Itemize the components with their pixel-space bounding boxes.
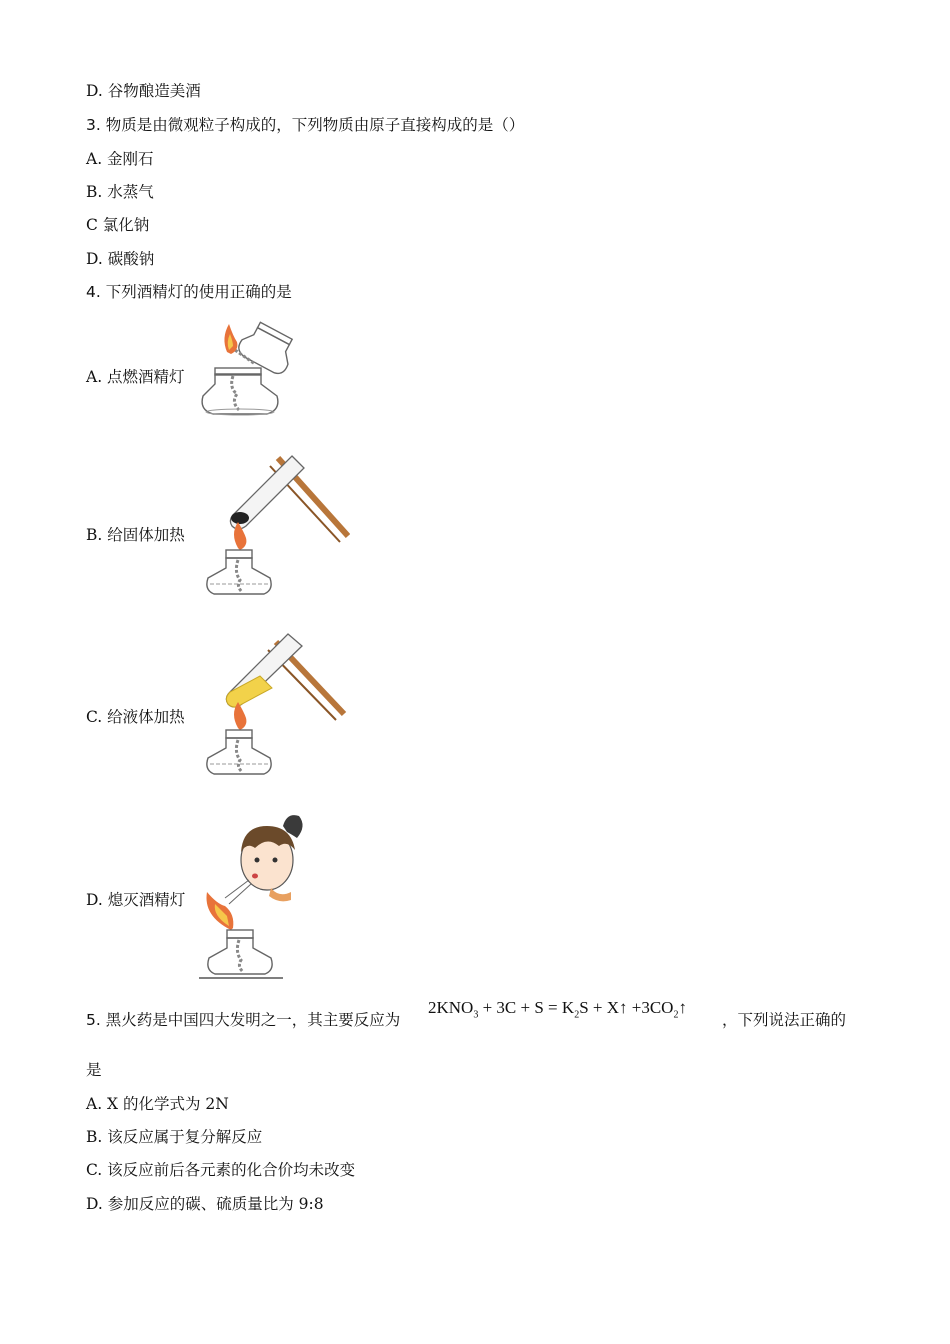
q4-stem: 4. 下列酒精灯的使用正确的是 (86, 283, 292, 301)
q3-option-d: D. 碳酸钠 (86, 250, 155, 268)
q5-stem-continued: ，下列说法正确的 (722, 1011, 847, 1029)
q3-option-b: B. 水蒸气 (86, 183, 154, 201)
q4-option-c: C. 给液体加热 (86, 708, 185, 726)
q3-option-c: C 氯化钠 (86, 216, 150, 234)
q5-stem-start: 5. 黑火药是中国四大发明之一，其主要反应为 (86, 1011, 401, 1029)
q4-option-b: B. 给固体加热 (86, 526, 185, 544)
heating-solid-illustration (200, 450, 350, 600)
q5-option-b: B. 该反应属于复分解反应 (86, 1128, 263, 1146)
q5-chemical-equation: $2KNO_3 + 3C + S = K_2S$ + X↑ $+3CO_2↑$ (428, 998, 687, 1021)
q5-stem-end: 是 (86, 1061, 102, 1079)
lighting-lamp-with-lamp-illustration (195, 312, 300, 422)
heating-liquid-illustration (198, 628, 348, 778)
q3-option-a: A. 金刚石 (86, 150, 154, 168)
q4-option-d: D. 熄灭酒精灯 (86, 891, 186, 909)
q5-option-c: C. 该反应前后各元素的化合价均未改变 (86, 1161, 356, 1179)
q2-option-d: D. 谷物酿造美酒 (86, 82, 201, 100)
q4-option-a: A. 点燃酒精灯 (86, 368, 185, 386)
q3-stem: 3. 物质是由微观粒子构成的，下列物质由原子直接构成的是（） (86, 116, 525, 134)
q5-option-d: D. 参加反应的碳、硫质量比为 9:8 (86, 1195, 324, 1213)
q5-option-a: A. X 的化学式为 2N (86, 1095, 229, 1113)
blowing-out-lamp-illustration (195, 812, 310, 982)
